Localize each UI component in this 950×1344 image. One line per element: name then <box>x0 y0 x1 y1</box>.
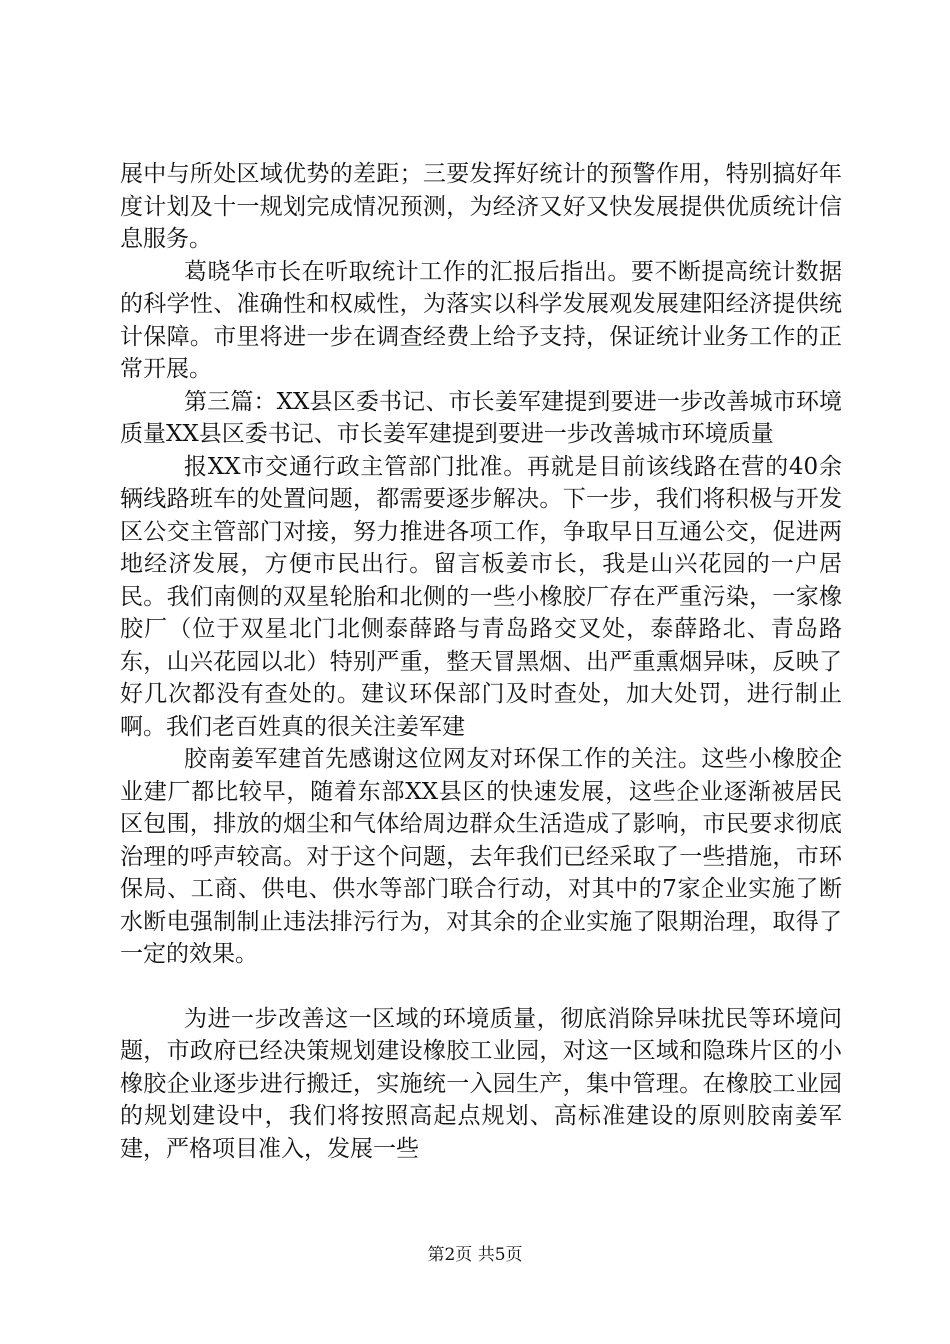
paragraph-4: 报XX市交通行政主管部门批准。再就是目前该线路在营的40余辆线路班车的处置问题，都需要逐步解决。下一步，我们将积极与开发区公交主管部门对接，努力推进各项工作，争取早日互通公交，促进两地经济发展，方便市民出行。留言板姜市长，我是山兴花园的一户居民。我们南侧的双星轮胎和北侧的一些小橡胶厂存在严重污染，一家橡胶厂（位于双星北门北侧泰薛路与青岛路交叉处，泰薛路北、青岛路东，山兴花园以北）特别严重，整天冒黑烟、出严重熏烟异味，反映了好几次都没有查处的。建议环保部门及时查处，加大处罚，进行制止啊。我们老百姓真的很关注姜军建 <box>120 453 842 740</box>
paragraph-2: 葛晓华市长在听取统计工作的汇报后指出。要不断提高统计数据的科学性、准确性和权威性，为落实以科学发展观发展建阳经济提供统计保障。市里将进一步在调查经费上给予支持，保证统计业务工作的正常开展。 <box>120 258 842 382</box>
paragraph-6: 为进一步改善这一区域的环境质量，彻底消除异味扰民等环境问题，市政府已经决策规划建设橡胶工业园，对这一区域和隐珠片区的小橡胶企业逐步进行搬迁，实施统一入园生产，集中管理。在橡胶工业园的规划建设中，我们将按照高起点规划、高标准建设的原则胶南姜军建，严格项目准入，发展一些 <box>120 1005 842 1162</box>
paragraph-5: 胶南姜军建首先感谢这位网友对环保工作的关注。这些小橡胶企业建厂都比较早，随着东部XX县区的快速发展，这些企业逐渐被居民区包围，排放的烟尘和气体给周边群众生活造成了影响，市民要求彻底治理的呼声较高。对于这个问题，去年我们已经采取了一些措施，市环保局、工商、供电、供水等部门联合行动，对其中的7家企业实施了断水断电强制制止违法排污行为，对其余的企业实施了限期治理，取得了一定的效果。 <box>120 746 842 967</box>
paragraph-1: 展中与所处区域优势的差距；三要发挥好统计的预警作用，特别搞好年度计划及十一规划完成情况预测，为经济又好又快发展提供优质统计信息服务。 <box>120 161 842 252</box>
page-number-footer: 第2页 共5页 <box>427 1245 523 1265</box>
document-body <box>120 158 842 1165</box>
paragraph-3-heading: 第三篇：XX县区委书记、市长姜军建提到要进一步改善城市环境质量XX县区委书记、市长姜军建提到要进一步改善城市环境质量 <box>120 388 842 447</box>
